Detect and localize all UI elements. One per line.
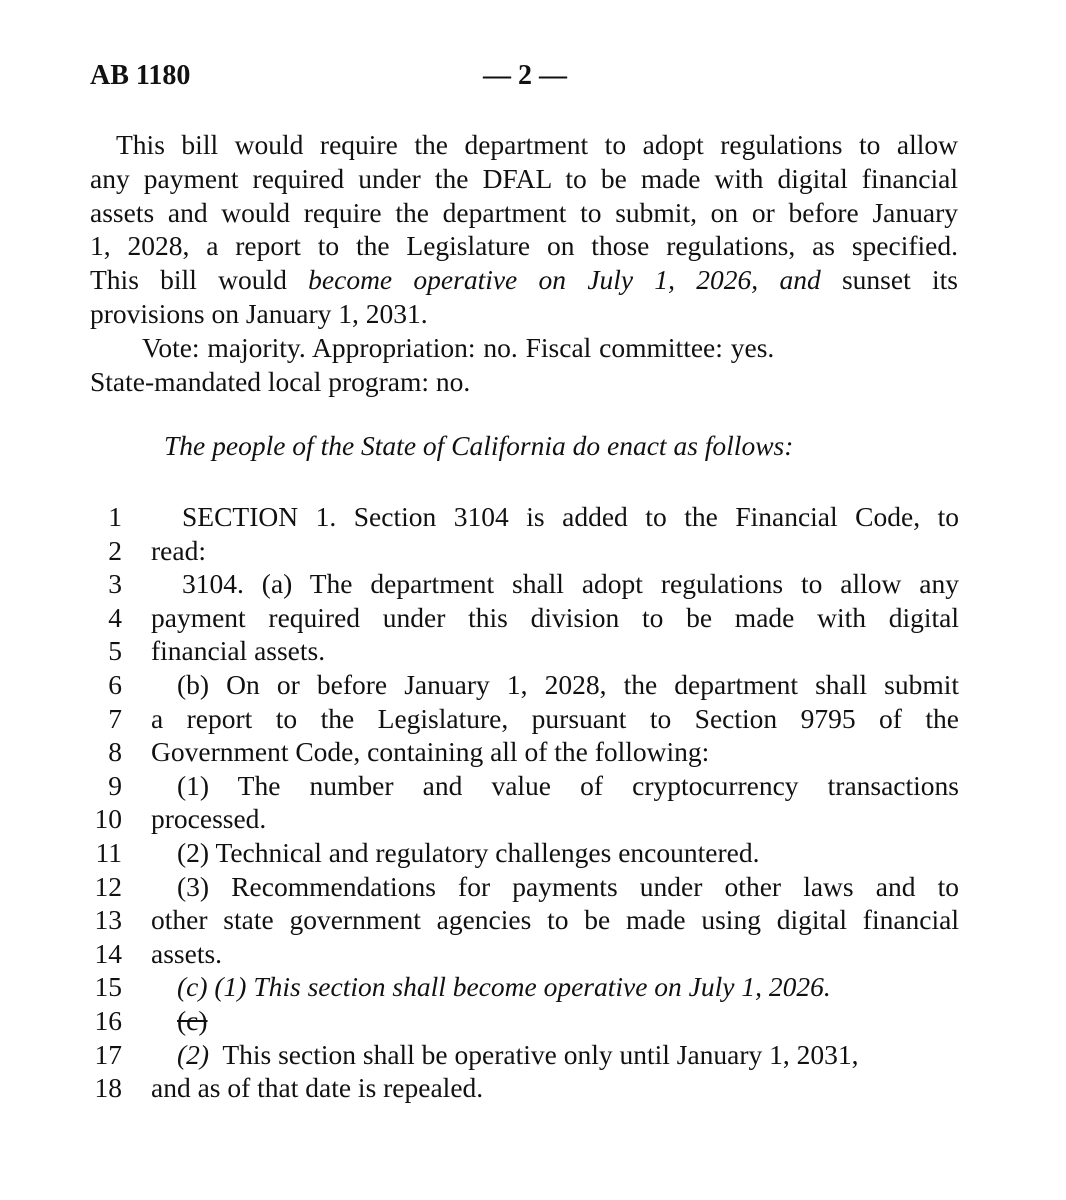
line-text: a report to the Legislature, pursuant to Section 9795 of the xyxy=(151,702,959,734)
line-text: assets. xyxy=(151,937,223,969)
text-line xyxy=(0,1004,1066,1038)
line-text: (3) Recommendations for payments under other laws and to xyxy=(177,870,959,902)
line-number: 17 xyxy=(94,1038,122,1070)
line-number: 14 xyxy=(94,937,122,969)
digest-line: assets and would require the department to submit, on or before January xyxy=(90,196,958,228)
text-line xyxy=(0,735,1066,769)
digest-line xyxy=(90,263,958,297)
digest-line: This bill would require the department to adopt regulations to allow xyxy=(116,129,958,160)
line-text xyxy=(151,1004,959,1038)
text-line xyxy=(0,802,1066,836)
text-line xyxy=(0,500,1066,534)
text-line xyxy=(0,601,1066,635)
line-number: 18 xyxy=(94,1072,122,1104)
line-text xyxy=(151,1038,959,1072)
legislative-digest xyxy=(90,128,958,398)
digest-paragraph xyxy=(90,128,958,331)
struck-text: (c) xyxy=(177,1004,208,1036)
line-number: 12 xyxy=(94,870,122,902)
line-number: 3 xyxy=(108,568,122,600)
text-line xyxy=(0,836,1066,870)
text-line xyxy=(0,769,1066,803)
line-text: (2) Technical and regulatory challenges encountered. xyxy=(177,836,760,868)
line-text: 3104. (a) The department shall adopt regulations to allow any xyxy=(182,568,959,600)
line-text: read: xyxy=(151,534,206,566)
line-number: 16 xyxy=(94,1004,122,1036)
digest-text: This bill would xyxy=(90,264,309,296)
digest-text: sunset its xyxy=(820,264,958,296)
line-number: 5 xyxy=(108,635,122,667)
line-number: 15 xyxy=(94,971,122,1003)
enacting-clause: The people of the State of California do enact as follows: xyxy=(164,430,794,461)
page-header xyxy=(90,60,958,100)
state-mandated-line: State-mandated local program: no. xyxy=(90,365,471,397)
text-line xyxy=(0,702,1066,736)
line-text: SECTION 1. Section 3104 is added to the Financial Code, to xyxy=(182,501,959,532)
vote-line: Vote: majority. Appropriation: no. Fiscal committee: yes. xyxy=(142,331,775,363)
line-number: 7 xyxy=(108,702,122,734)
line-text: (b) On or before January 1, 2028, the department shall submit xyxy=(177,668,959,700)
text-line xyxy=(0,970,1066,1004)
digest-italic-text: become operative on July 1, 2026, and xyxy=(308,264,821,296)
line-number: 4 xyxy=(108,601,122,633)
text-line xyxy=(0,1038,1066,1072)
line-number: 9 xyxy=(108,769,122,801)
page-number: — 2 — xyxy=(483,60,567,91)
line-text: Government Code, containing all of the following: xyxy=(151,736,710,768)
line-number: 1 xyxy=(108,501,122,532)
digest-line: any payment required under the DFAL to be made with digital financial xyxy=(90,162,958,194)
line-text: and as of that date is repealed. xyxy=(151,1072,484,1104)
line-text-italic: (c) (1) This section shall become operative on July 1, 2026. xyxy=(177,971,831,1003)
digest-line: 1, 2028, a report to the Legislature on those regulations, as specified. xyxy=(90,230,958,262)
line-number: 8 xyxy=(108,736,122,768)
bill-text xyxy=(0,500,1066,1105)
line-number: 6 xyxy=(108,668,122,700)
digest-line: provisions on January 1, 2031. xyxy=(90,297,428,329)
text-line xyxy=(0,903,1066,937)
text-line xyxy=(0,534,1066,568)
line-number: 2 xyxy=(108,534,122,566)
text-line xyxy=(0,937,1066,971)
line-text: other state government agencies to be made using digital financial xyxy=(151,904,959,936)
line-text: payment required under this division to be made with digital xyxy=(151,601,959,633)
line-text: financial assets. xyxy=(151,635,326,667)
text-line xyxy=(0,870,1066,904)
bill-id: AB 1180 xyxy=(90,60,191,91)
line-text: processed. xyxy=(151,803,267,835)
line-number: 13 xyxy=(94,904,122,936)
text-line xyxy=(0,567,1066,601)
line-number: 10 xyxy=(94,803,122,835)
text-line xyxy=(0,1071,1066,1105)
text-line xyxy=(0,634,1066,668)
line-text: (1) The number and value of cryptocurrency transactions xyxy=(177,769,959,801)
text-line xyxy=(0,668,1066,702)
line-number: 11 xyxy=(95,836,122,868)
inserted-italic-text: (2) xyxy=(177,1038,210,1070)
line-text-rest: This section shall be operative only until January 1, 2031, xyxy=(209,1038,859,1070)
